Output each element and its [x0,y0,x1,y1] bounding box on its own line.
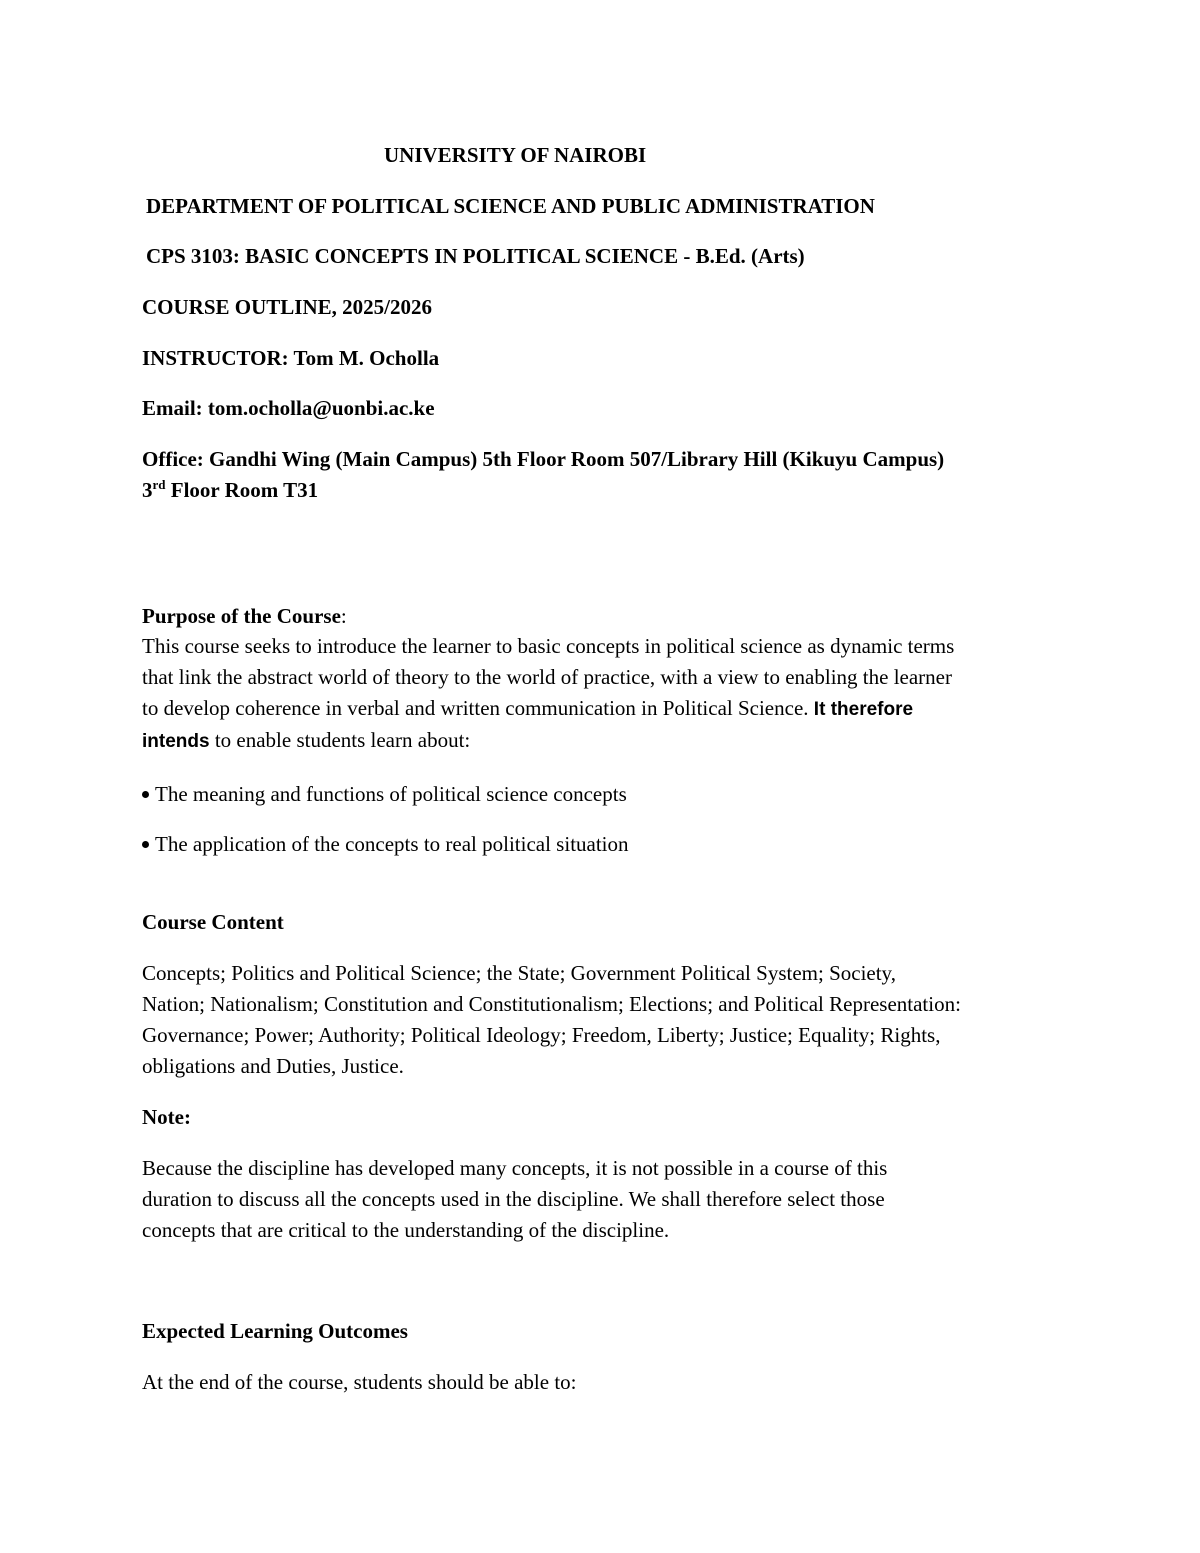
purpose-heading-colon: : [340,604,347,628]
purpose-line-4 [142,725,1072,757]
course-content-heading: Course Content [142,910,284,934]
purpose-bullet-1-text: The meaning and functions of political science concepts [155,782,627,806]
purpose-paragraph [142,631,1072,757]
outcomes-intro: At the end of the course, students should be able to: [142,1370,577,1394]
content-line-3: Governance; Power; Authority; Political Ideology; Freedom, Liberty; Justice; Equality; Rights, [142,1023,941,1047]
purpose-line-4-text: to enable students learn about: [209,728,471,752]
purpose-bullet-2 [142,829,629,860]
purpose-bullet-2-text: The application of the concepts to real political situation [155,832,629,856]
purpose-bullet-1 [142,779,627,810]
note-paragraph [142,1153,1072,1246]
office-line-2 [142,475,318,506]
office-floor-suffix: rd [152,477,166,492]
purpose-line-3-text: to develop coherence in verbal and written communication in Political Science. [142,696,809,720]
course-content-paragraph [142,958,1072,1082]
purpose-line-3-bold: It therefore [808,699,914,720]
purpose-line-4-bold: intends [142,731,210,752]
content-line-4: obligations and Duties, Justice. [142,1054,404,1078]
purpose-line-3 [142,693,1072,725]
purpose-line-1: This course seeks to introduce the learner to basic concepts in political science as dynamic terms [142,634,955,658]
note-line-3: concepts that are critical to the understanding of the discipline. [142,1218,670,1242]
course-outline-year: COURSE OUTLINE, 2025/2026 [142,295,432,319]
note-line-1: Because the discipline has developed many concepts, it is not possible in a course of this [142,1156,888,1180]
office-floor-room: Floor Room T31 [165,478,319,502]
outcomes-heading: Expected Learning Outcomes [142,1319,408,1343]
course-code-title: CPS 3103: BASIC CONCEPTS IN POLITICAL SCIENCE - B.Ed. (Arts) [146,244,805,268]
note-line-2: duration to discuss all the concepts used in the discipline. We shall therefore select those [142,1187,885,1211]
bullet-icon [142,791,149,798]
email-line: Email: tom.ocholla@uonbi.ac.ke [142,396,435,420]
university-title: UNIVERSITY OF NAIROBI [384,143,647,167]
content-line-1: Concepts; Politics and Political Science; the State; Government Political System; Society, [142,961,896,985]
purpose-line-2: that link the abstract world of theory to the world of practice, with a view to enabling the learner [142,665,952,689]
bullet-icon [142,841,149,848]
purpose-heading: Purpose of the Course [142,604,341,628]
office-line-1: Office: Gandhi Wing (Main Campus) 5th Floor Room 507/Library Hill (Kikuyu Campus) [142,447,945,471]
instructor-line: INSTRUCTOR: Tom M. Ocholla [142,346,440,370]
purpose-heading-line [142,601,347,632]
office-floor-number: 3 [142,478,153,502]
note-heading: Note: [142,1105,191,1129]
content-line-2: Nation; Nationalism; Constitution and Constitutionalism; Elections; and Political Representation: [142,992,961,1016]
department-title: DEPARTMENT OF POLITICAL SCIENCE AND PUBLIC ADMINISTRATION [146,194,875,218]
